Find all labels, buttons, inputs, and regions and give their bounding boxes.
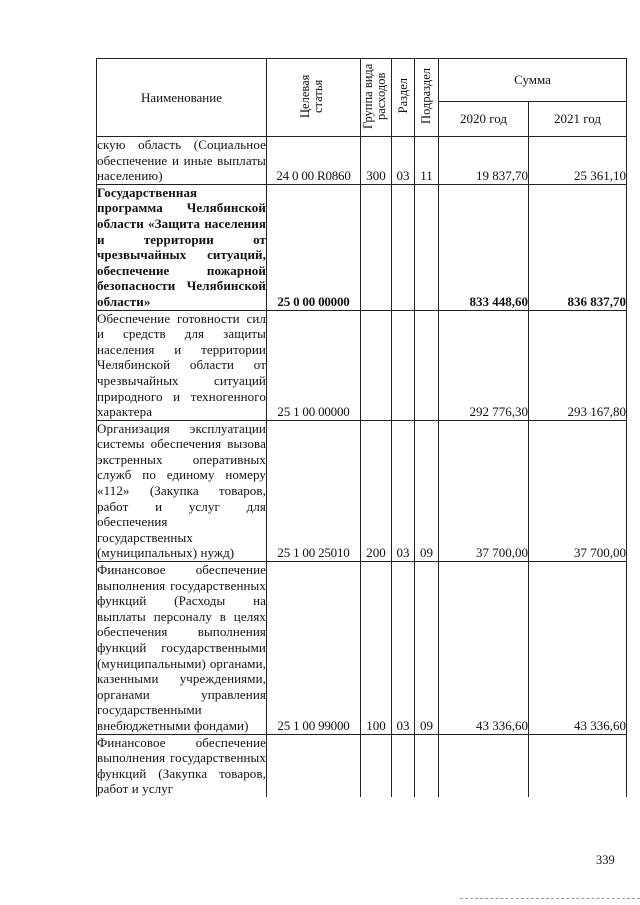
header-section: Раздел — [392, 59, 415, 137]
row-sum-2020 — [439, 734, 529, 797]
table-row — [97, 310, 627, 420]
row-subsection: 09 — [415, 420, 439, 561]
table-header — [97, 59, 627, 137]
row-subsection — [415, 310, 439, 420]
row-expense-group: 100 — [361, 562, 392, 735]
row-target-article: 25 0 00 00000 — [267, 184, 361, 310]
row-target-article: 25 1 00 25010 — [267, 420, 361, 561]
row-target-article: 25 1 00 99000 — [267, 562, 361, 735]
row-section — [392, 734, 415, 797]
row-sum-2020: 43 336,60 — [439, 562, 529, 735]
row-subsection: 09 — [415, 562, 439, 735]
header-subsection: Подраздел — [415, 59, 439, 137]
row-subsection — [415, 734, 439, 797]
row-target-article — [267, 734, 361, 797]
header-sum: Сумма — [439, 59, 627, 102]
row-sum-2021 — [529, 734, 627, 797]
row-name: Финансовое обеспечение выполнения государственных функций (Расходы на выплаты персоналу в целях обеспечения выполнения функций государственными (муниципальными) органами, казенными учреждениями, органами управления государственными внебюджетными фондами) — [97, 562, 266, 733]
header-name: Наименование — [97, 59, 267, 137]
row-target-article: 24 0 00 R0860 — [267, 137, 361, 185]
row-subsection: 11 — [415, 137, 439, 185]
header-target-article: Целевая статья — [267, 59, 361, 137]
table-row — [97, 137, 627, 185]
row-name: Государственная программа Челябинской области «Защита населения и территории от чрезвычайных ситуаций, обеспечение пожарной безопасности Челябинской области» — [97, 184, 266, 309]
row-section: 03 — [392, 137, 415, 185]
row-sum-2021: 37 700,00 — [529, 420, 627, 561]
page-number: 339 — [596, 853, 615, 867]
row-section: 03 — [392, 420, 415, 561]
row-expense-group: 200 — [361, 420, 392, 561]
row-expense-group — [361, 734, 392, 797]
header-expense-group: Группа вида расходов — [361, 59, 392, 137]
row-name: Обеспечение готовности сил и средств для защиты населения и территории Челябинской области от чрезвычайных ситуаций природного и техногенного характера — [97, 310, 266, 420]
row-section — [392, 310, 415, 420]
row-sum-2020: 37 700,00 — [439, 420, 529, 561]
row-sum-2021: 836 837,70 — [529, 184, 627, 310]
row-name: Финансовое обеспечение выполнения государственных функций (Закупка товаров, работ и услуг — [97, 734, 266, 797]
header-year-2020: 2020 год — [439, 102, 529, 137]
row-section — [392, 184, 415, 310]
row-subsection — [415, 184, 439, 310]
row-sum-2021: 25 361,10 — [529, 137, 627, 185]
table-row — [97, 734, 627, 797]
row-name: Организация эксплуатации системы обеспечения вызова экстренных оперативных служб по единому номеру «112» (Закупка товаров, работ и услуг для обеспечения государственных (муниципальных) нужд) — [97, 420, 266, 561]
row-sum-2021: 43 336,60 — [529, 562, 627, 735]
row-target-article: 25 1 00 00000 — [267, 310, 361, 420]
budget-table — [96, 58, 627, 797]
row-sum-2020: 292 776,30 — [439, 310, 529, 420]
row-expense-group: 300 — [361, 137, 392, 185]
table-row — [97, 184, 627, 310]
row-sum-2020: 833 448,60 — [439, 184, 529, 310]
row-sum-2020: 19 837,70 — [439, 137, 529, 185]
row-expense-group — [361, 184, 392, 310]
row-expense-group — [361, 310, 392, 420]
row-name: скую область (Социальное обеспечение и иные выплаты населению) — [97, 137, 266, 184]
footer-divider — [460, 898, 640, 899]
row-sum-2021: 293 167,80 — [529, 310, 627, 420]
row-section: 03 — [392, 562, 415, 735]
header-year-2021: 2021 год — [529, 102, 627, 137]
table-row — [97, 420, 627, 561]
table-row — [97, 562, 627, 735]
